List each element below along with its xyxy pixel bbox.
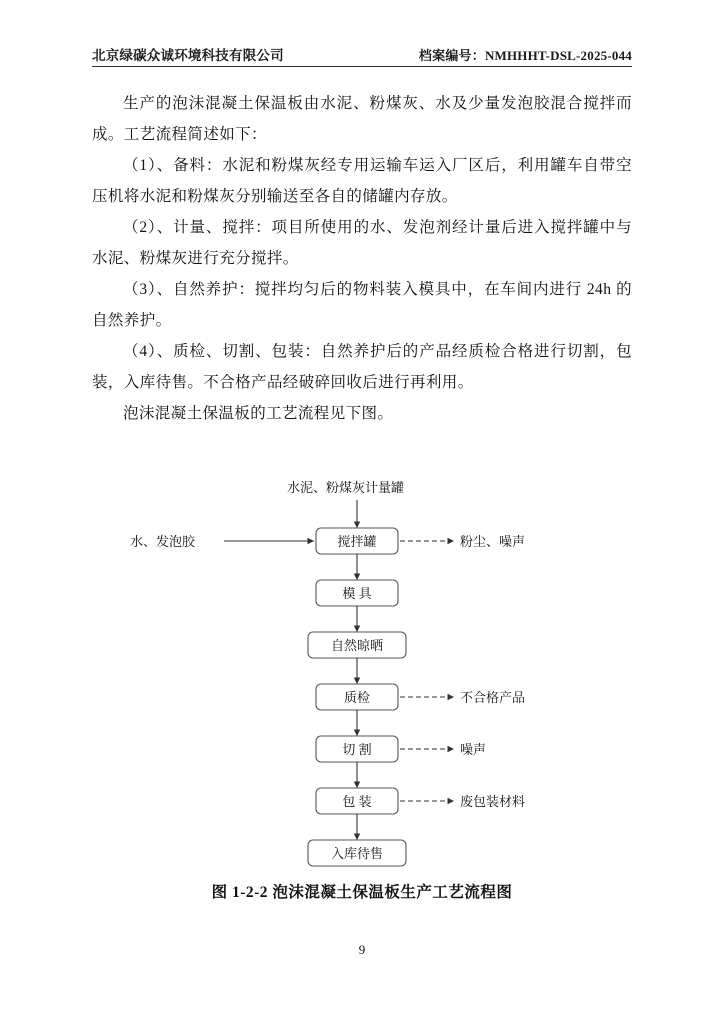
flow-output-label-2: 不合格产品: [460, 690, 526, 705]
paragraph-1: 生产的泡沫混凝土保温板由水泥、粉煤灰、水及少量发泡胶混合搅拌而成。工艺流程简述如下：: [92, 95, 632, 143]
page-number: 9: [358, 942, 366, 957]
flow-output-label-1: 粉尘、噪声: [460, 534, 526, 549]
process-flowchart: [92, 476, 632, 876]
flow-node-label-7: 入库待售: [330, 846, 384, 861]
paragraph-6: 泡沫混凝土保温板的工艺流程见下图。: [123, 405, 394, 422]
flow-left-input-label: 水、发泡胶: [130, 534, 196, 549]
flow-node-label-6: 包 装: [342, 794, 372, 809]
paragraph-2: （1）、备料：水泥和粉煤灰经专用运输车运入厂区后，利用罐车自带空压机将水泥和粉煤灰分别输送至各自的储罐内存放。: [92, 157, 632, 205]
flow-node-label-5: 切 割: [342, 742, 372, 757]
flow-output-label-4: 废包装材料: [460, 794, 526, 809]
header-archive-number: [419, 45, 632, 64]
paragraph-4: （3）、自然养护：搅拌均匀后的物料装入模具中，在车间内进行 24h 的自然养护。: [92, 281, 632, 329]
paragraph-3: （2）、计量、搅拌：项目所使用的水、发泡剂经计量后进入搅拌罐中与水泥、粉煤灰进行充分搅拌。: [92, 219, 632, 267]
flow-node-label-4: 质检: [343, 690, 371, 705]
flow-node-label-2: 模 具: [342, 586, 372, 601]
flow-node-label-3: 自然晾晒: [330, 638, 384, 653]
flow-top-input-label: 水泥、粉煤灰计量罐: [287, 480, 405, 495]
figure-caption: 图 1-2-2 泡沫混凝土保温板生产工艺流程图: [211, 884, 513, 901]
header-company-name: 北京绿碳众诚环境科技有限公司: [92, 48, 284, 63]
header-divider: [92, 66, 632, 67]
archive-label: 档案编号：: [418, 48, 485, 63]
document-body: [92, 88, 632, 429]
archive-code: NMHHHT-DSL-2025-044: [484, 48, 632, 63]
flow-node-label-1: 搅拌罐: [337, 534, 377, 549]
flow-output-label-3: 噪声: [460, 742, 487, 757]
paragraph-5: （4）、质检、切割、包装：自然养护后的产品经质检合格进行切割，包装，入库待售。不合格产品经破碎回收后进行再利用。: [92, 343, 632, 391]
page-header: [92, 44, 632, 64]
